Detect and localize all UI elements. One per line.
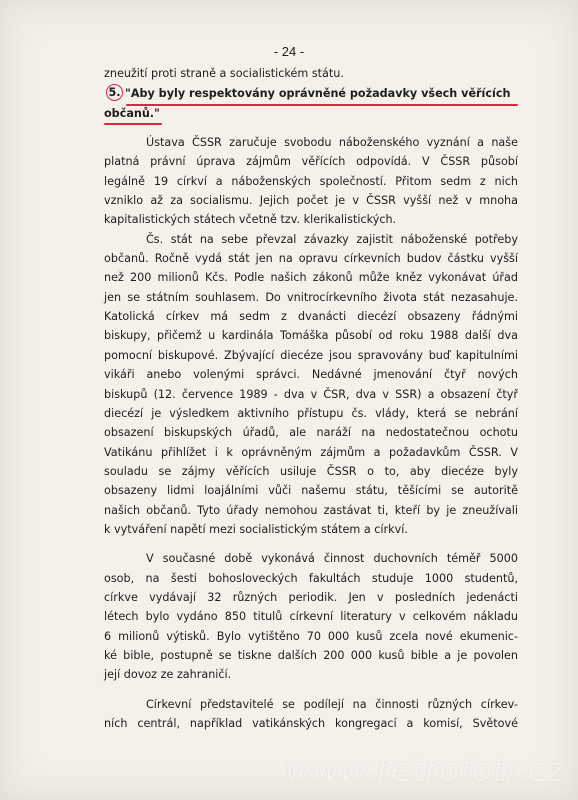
text-line: než 200 milionů Kčs. Podle našich zákonů může kněz vykonávat úřad [104, 271, 518, 285]
text-line: občanů. Ročně vydá stát jen na opravu církevních budov částku vyšší [104, 252, 518, 266]
text-line: církve vydávají 32 různých periodik. Jen v posledních jedenácti [104, 590, 518, 604]
text-line: osob, na šesti bohosloveckých fakultách studuje 1000 studentů, [104, 571, 518, 585]
section-heading [104, 84, 518, 103]
heading-continuation: občanů." [104, 106, 160, 120]
page-number: - 24 - [273, 44, 305, 59]
text-line: Katolická církev má sedm z dvanácti diecézí obsazeny řádnými [104, 310, 518, 324]
text-line: ké bible, postupně se tiskne dalších 200 000 kusů bible a je povolen [104, 648, 518, 662]
text-line: biskupů (12. července 1989 - dva v ČSR, dva v SSR) a obsazení čtyř [104, 387, 518, 401]
text-line: kapitalistických státech včetně tzv. klerikalistických. [104, 213, 397, 227]
text-line: V současné době vykonává činnost duchovních téměř 5000 [146, 552, 518, 566]
text-line: k vytváření napětí mezi socialistickým státem a církví. [104, 522, 408, 536]
text-line: biskupy, přičemž u kardinála Tomáška působí od roku 1988 další dva [104, 329, 518, 343]
text-line: našich občanů. Tyto úřady nemohou zastávat ti, kteří by je zneužívali [104, 503, 518, 517]
text-line: ních centrál, například vatikánských kongregací a komisí, Světové [104, 717, 518, 730]
text-line: Čs. stát na sebe převzal závazky zajistit náboženské potřeby [146, 232, 518, 246]
text-line: souladu se zájmy věřících usiluje ČSSR o to, aby diecéze byly [104, 464, 518, 478]
text-line: Vatikánu přihlížet i k oprávněným zájmům a požadavkům ČSSR. V [104, 445, 518, 459]
text-line: platná právní úprava zájmům věřících odpovídá. V ČSSR působí [104, 155, 518, 169]
text-line: její dovoz ze zahraničí. [104, 668, 232, 682]
watermark: www.retrofotr.cz [284, 750, 564, 790]
text-line: vikáři anebo volenými správci. Nedávné jmenování čtyř nových [104, 368, 518, 382]
text-line: 6 milionů výtisků. Bylo vytištěno 70 000 kusů zcela nové ekumenic- [104, 629, 518, 643]
heading-text: "Aby byly respektovány oprávněné požadavky všech věřících [125, 87, 511, 101]
circled-number: 5. [106, 84, 123, 101]
text-line: diecézí je výsledkem aktivního přístupu čs. vlády, která se nebrání [104, 406, 518, 420]
text-line: Ústava ČSSR zaručuje svobodu náboženského vyznání a naše [146, 136, 518, 150]
text-line: létech bylo vydáno 850 titulů církevní literatury v celkovém nákladu [104, 610, 518, 624]
text-line: obsazeny lidmi loajálními vůči našemu státu, těšícími se autoritě [104, 484, 518, 498]
text-line: jen se státním souhlasem. Do vnitrocírkevního života stát nezasahuje. [104, 290, 518, 304]
page-body [104, 64, 518, 733]
red-underline [104, 123, 162, 125]
text-line: obsazení biskupských úřadů, ale naráží na nedostatečnou ochotu [104, 426, 518, 440]
red-underline [126, 104, 518, 106]
text-line: vzniklo až za socialismu. Jejich počet je v ČSSR vyšší než v mnoha [104, 194, 518, 208]
text-line: legálně 19 církví a náboženských společností. Přitom sedm z nich [104, 174, 518, 188]
text-line: Církevní představitelé se podílejí na činnosti různých církev- [146, 697, 518, 711]
text-line: pomocní biskupové. Zbývající diecéze jsou spravovány buď kapitulními [104, 348, 518, 362]
text-line: zneužití proti straně a socialistickém státu. [104, 67, 344, 80]
